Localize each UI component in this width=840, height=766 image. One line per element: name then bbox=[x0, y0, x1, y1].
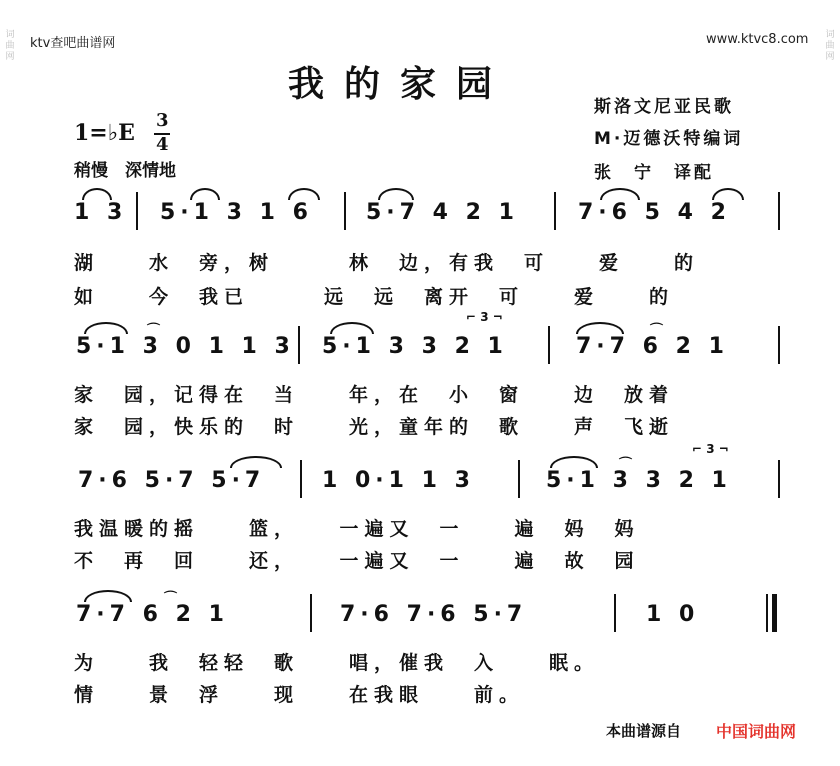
lyricist-credit: M·迈德沃特编词 bbox=[594, 129, 744, 149]
slur bbox=[330, 322, 374, 334]
notation-line-3-m2: 1 0·1 1 3 bbox=[322, 468, 475, 493]
notation-line-1-m2: 5·1 3 1 6 bbox=[160, 200, 313, 225]
bar-line bbox=[778, 460, 780, 498]
notation-line-1-m3: 5·7 4 2 1 bbox=[366, 200, 519, 225]
notation-line-2-m2: 5·1 3 3 2 1 bbox=[322, 334, 508, 359]
bar-line bbox=[554, 192, 556, 230]
notation-line-4-m3: 1 0 bbox=[646, 602, 700, 627]
notation-line-4-m2: 7·6 7·6 5·7 bbox=[340, 602, 528, 627]
bar-line bbox=[518, 460, 520, 498]
slur bbox=[712, 188, 744, 200]
song-title: 我的家园 bbox=[288, 63, 513, 105]
notation-line-4-m1: 7·7 6 2 1 bbox=[76, 602, 229, 627]
bar-line bbox=[344, 192, 346, 230]
fermata: ⌒ bbox=[147, 323, 161, 338]
bar-line bbox=[300, 460, 302, 498]
slur bbox=[230, 456, 282, 468]
right-watermark: 词曲网 bbox=[825, 30, 835, 62]
slur bbox=[600, 188, 640, 200]
notation-line-2-m1: 5·1 3 0 1 1 3 bbox=[76, 334, 295, 359]
notation-line-3-m3: 5·1 3 3 2 1 bbox=[546, 468, 732, 493]
lyric-line-2-verse-2: 家 园，快乐的 时 光，童年的 歌 声 飞逝 bbox=[74, 416, 675, 438]
tempo-marking: 稍慢 深情地 bbox=[74, 161, 176, 181]
time-signature-bottom: 4 bbox=[156, 134, 169, 155]
notation-line-3-m1: 7·6 5·7 5·7 bbox=[78, 468, 266, 493]
lyric-line-4-verse-2: 情 景 浮 现 在我眼 前。 bbox=[74, 684, 525, 706]
slur bbox=[82, 188, 112, 200]
lyric-line-2-verse-1: 家 园，记得在 当 年，在 小 窗 边 放着 bbox=[74, 384, 675, 406]
bar-line bbox=[548, 326, 550, 364]
bar-line bbox=[136, 192, 138, 230]
bar-line bbox=[614, 594, 616, 632]
translator-credit: 张 宁 译配 bbox=[594, 163, 714, 183]
lyric-line-4-verse-1: 为 我 轻轻 歌 唱，催我 入 眠。 bbox=[74, 652, 600, 674]
fermata: ⌒ bbox=[164, 591, 178, 606]
fermata: ⌒ bbox=[650, 323, 664, 338]
left-watermark: 词曲网 bbox=[5, 30, 15, 62]
bar-line bbox=[310, 594, 312, 632]
notation-line-1-m4: 7·6 5 4 2 bbox=[578, 200, 731, 225]
notation-line-1: 1 3 bbox=[74, 200, 128, 225]
bar-line bbox=[778, 326, 780, 364]
notation-line-2-m3: 7·7 6 2 1 bbox=[576, 334, 729, 359]
slur bbox=[576, 322, 624, 334]
slur bbox=[84, 590, 132, 602]
lyric-line-3-verse-1: 我温暖的摇 篮， 一遍又 一 遍 妈 妈 bbox=[74, 518, 640, 540]
final-bar-thin bbox=[766, 594, 768, 632]
key-signature: 1=♭E bbox=[74, 120, 135, 146]
slur bbox=[550, 456, 598, 468]
bar-line bbox=[778, 192, 780, 230]
bar-line bbox=[298, 326, 300, 364]
time-signature-top: 3 bbox=[156, 110, 169, 131]
final-bar-thick bbox=[772, 594, 777, 632]
lyric-line-3-verse-2: 不 再 回 还， 一遍又 一 遍 故 园 bbox=[74, 550, 640, 572]
slur bbox=[378, 188, 414, 200]
triplet-mark: ⌐ 3 ¬ bbox=[466, 310, 503, 324]
slur bbox=[84, 322, 128, 334]
slur bbox=[190, 188, 220, 200]
source-site-link[interactable]: 中国词曲网 bbox=[716, 722, 797, 741]
song-origin: 斯洛文尼亚民歌 bbox=[594, 97, 734, 117]
lyric-line-1-verse-2: 如 今 我已 远 远 离开 可 爱 的 bbox=[74, 286, 675, 308]
lyric-line-1-verse-1: 湖 水 旁，树 林 边，有我 可 爱 的 bbox=[74, 252, 700, 274]
right-site-link[interactable]: www.ktvc8.com bbox=[706, 32, 809, 47]
source-label: 本曲谱源自 bbox=[606, 722, 682, 740]
left-site-link[interactable]: ktv查吧曲谱网 bbox=[30, 36, 116, 51]
slur bbox=[288, 188, 320, 200]
triplet-mark: ⌐ 3 ¬ bbox=[692, 442, 729, 456]
fermata: ⌒ bbox=[619, 457, 633, 472]
